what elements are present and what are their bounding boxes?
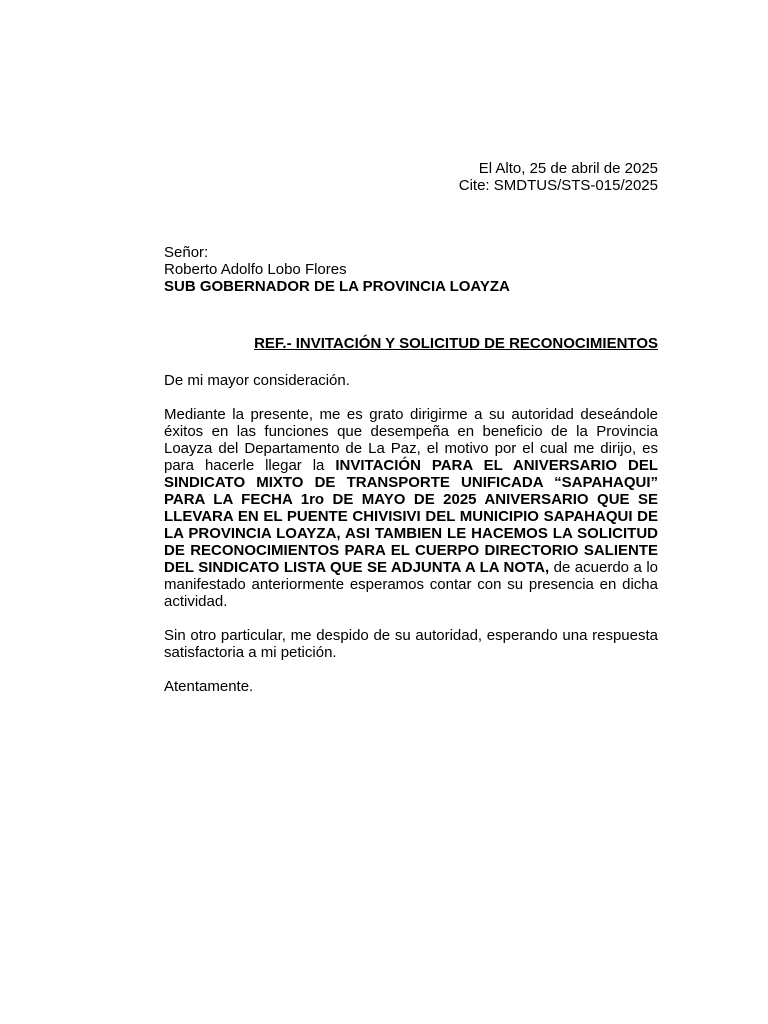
- reference-line: REF.- INVITACIÓN Y SOLICITUD DE RECONOCIMIENTOS: [254, 335, 658, 352]
- farewell-paragraph: Sin otro particular, me despido de su autoridad, esperando una respuesta satisfactoria a mi petición.: [164, 627, 658, 661]
- recipient-name: Roberto Adolfo Lobo Flores: [164, 261, 347, 278]
- recipient-salutation: Señor:: [164, 244, 209, 261]
- spacer: [164, 194, 658, 244]
- spacer: [164, 661, 658, 678]
- spacer: [164, 295, 658, 335]
- body-bold-invitation: INVITACIÓN PARA EL ANIVERSARIO DEL SINDICATO MIXTO DE TRANSPORTE UNIFICADA “SAPAHAQUI” PARA LA FECHA 1ro DE MAYO DE 2025 ANIVERSARIO QUE SE LLEVARA EN EL PUENTE CHIVISIVI DEL MUNICIPIO SAPAHAQUI DE LA PROVINCIA LOAYZA, ASI TAMBIEN LE HACEMOS LA SOLICITUD DE RECONOCIMIENTOS PARA EL CUERPO DIRECTORIO SALIENTE DEL SINDICATO LISTA QUE SE ADJUNTA A LA NOTA,: [164, 457, 658, 576]
- spacer: [164, 389, 658, 406]
- date-line: El Alto, 25 de abril de 2025: [478, 160, 658, 177]
- recipient-title: SUB GOBERNADOR DE LA PROVINCIA LOAYZA: [164, 278, 510, 295]
- spacer: [164, 610, 658, 627]
- letter-content: [164, 160, 658, 695]
- greeting: De mi mayor consideración.: [164, 372, 350, 389]
- body-paragraph: [164, 406, 658, 610]
- spacer: [164, 352, 658, 372]
- signoff: Atentamente.: [164, 678, 254, 695]
- body-intro: Mediante la presente, me es grato dirigirme a su autoridad deseándole éxitos en las funciones que desempeña en beneficio de la Provincia Loayza del Departamento de La Paz, el motivo por el cual me dirijo, es para hacerle llegar la: [164, 406, 658, 474]
- cite-line: Cite: SMDTUS/STS-015/2025: [458, 177, 658, 194]
- body-closing: de acuerdo a lo manifestado anteriormente esperamos contar con su presencia en dicha actividad.: [164, 559, 659, 610]
